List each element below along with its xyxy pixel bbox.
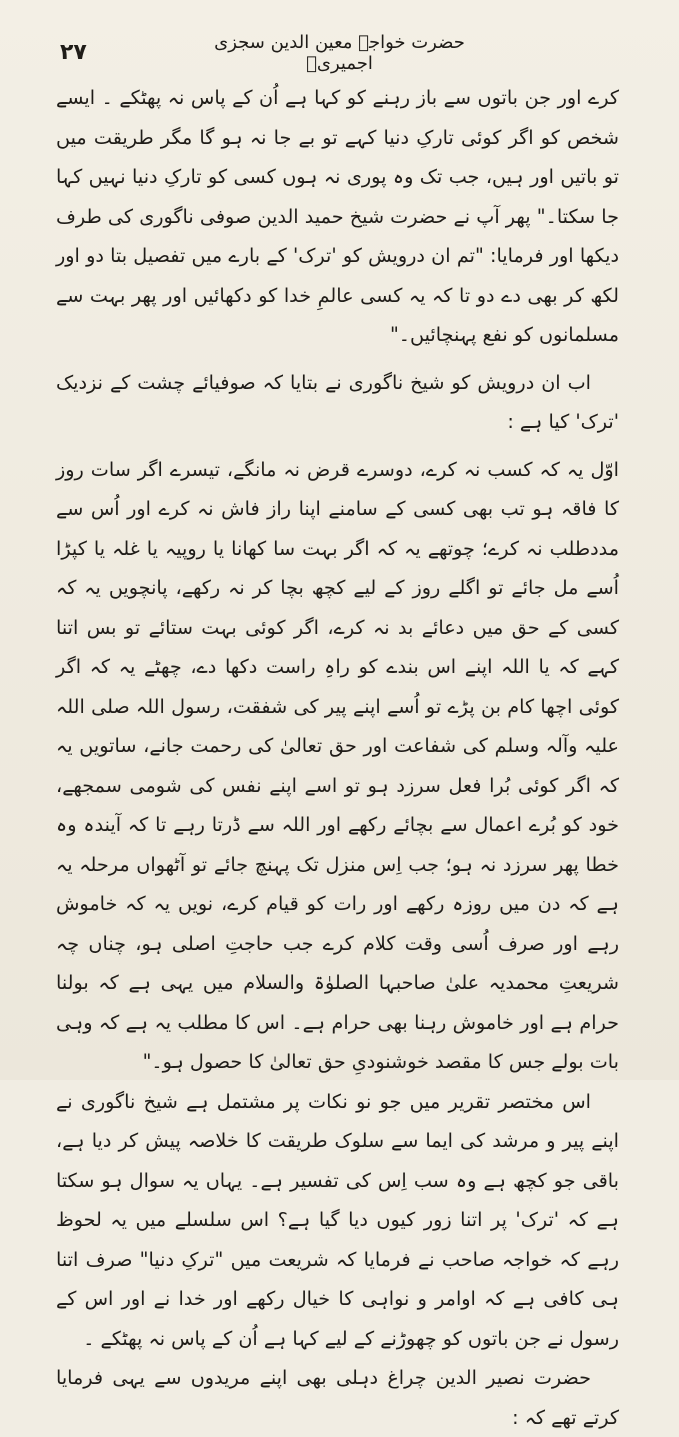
paragraph: حضرت نصیر الدین چراغ دہلی بھی اپنے مریدوں سے یہی فرمایا کرتے تھے کہ : xyxy=(56,1366,619,1429)
paragraph: اس مختصر تقریر میں جو نو نکات پر مشتمل ہے شیخ ناگوری نے اپنے پیر و مرشد کی ایما سے سلوک طریقت کا خلاصہ پیش کر دیا ہے، باقی جو کچھ ہے وہ سب اِس کی تفسیر ہے۔ یہاں یہ سوال ہو سکتا ہے کہ 'ترک' پر اتنا زور کیوں دیا گیا ہے؟ اس سلسلے میں یہ لحوظ رہے کہ خواجہ صاحب نے فرمایا کہ شریعت میں "ترکِ دنیا" صرف اتنا ہی کافی ہے کہ اوامر و نواہی کا خیال رکھے اور خدا نے اور اس کے رسول نے جن باتوں کو چھوڑنے کے لیے کہا ہے اُن کے پاس نہ پھٹکے ۔ xyxy=(56,1089,619,1350)
page-number: ۲۷ xyxy=(60,40,87,65)
paragraph: اوّل یہ کہ کسب نہ کرے، دوسرے قرض نہ مانگے، تیسرے اگر سات روز کا فاقہ ہو تب بھی کسی کے سامنے اپنا راز فاش نہ کرے اور اُس سے مددطلب نہ کرے؛ چوتھے یہ کہ اگر بہت سا کھانا یا روپیہ یا غلہ یا کپڑا اُسے مل جائے تو اگلے روز کے لیے کچھ بچا کر نہ رکھے، پانچویں یہ کہ کسی کے حق میں دعائے بد نہ کرے، اگر کوئی بہت ستائے تو بس اتنا کہے کہ یا اللہ اپنے اس بندے کو راہِ راست دکھا دے، چھٹے یہ کہ اگر کوئی اچھا کام بن پڑے تو اُسے اپنے پیر کی شفقت، رسول اللہ صلی اللہ علیہ وآلہ وسلم کی شفاعت اور حق تعالیٰ کی رحمت جانے، ساتویں یہ کہ اگر کوئی بُرا فعل سرزد ہو تو اسے اپنے نفس کی شومی سمجھے، خود کو بُرے اعمال سے بچائے رکھے اور اللہ سے ڈرتا رہے تا کہ آیندہ وہ خطا پھر سرزد نہ ہو؛ جب اِس منزل تک پہنچ جائے تو آٹھواں مرحلہ یہ ہے کہ دن میں روزہ رکھے اور رات کو قیام کرے، نویں یہ کہ خاموش رہے اور صرف اُسی وقت کلام کرے جب حاجتِ اصلی ہو، چناں چہ شریعتِ محمدیہ علیٰ صاحبہا الصلوٰۃ والسلام میں یہی ہے کہ بولنا حرام ہے اور خاموش رہنا بھی حرام ہے۔ اس کا مطلب یہ ہے کہ وہی بات بولے جس کا مقصد خوشنودیِ حق تعالیٰ کا حصول ہو۔" xyxy=(56,457,619,1073)
paragraph: کرے اور جن باتوں سے باز رہنے کو کہا ہے اُن کے پاس نہ پھٹکے ۔ ایسے شخص کو اگر کوئی تارکِ دنیا کہے تو بے جا نہ ہو گا مگر طریقت میں تو باتیں اور ہیں، جب تک وہ پوری نہ ہوں کسی کو تارکِ دنیا نہیں کہا جا سکتا۔" پھر آپ نے حضرت شیخ حمید الدین صوفی ناگوری کی طرف دیکھا اور فرمایا: "تم ان درویش کو 'ترک' کے بارے میں تفصیل بتا دو اور لکھ کر بھی دے دو تا کہ یہ کسی عالمِ خدا کو دکھائیں اور پھر بہت سے مسلمانوں کو نفع پہنچائیں۔" xyxy=(56,86,619,346)
running-title: حضرت خواجہ معین الدین سجزی اجمیریؒ xyxy=(214,32,465,74)
paragraph: اب ان درویش کو شیخ ناگوری نے بتایا کہ صوفیائے چشت کے نزدیک 'ترک' کیا ہے : xyxy=(56,370,619,433)
page-header xyxy=(0,22,679,74)
body-text xyxy=(56,78,619,1437)
